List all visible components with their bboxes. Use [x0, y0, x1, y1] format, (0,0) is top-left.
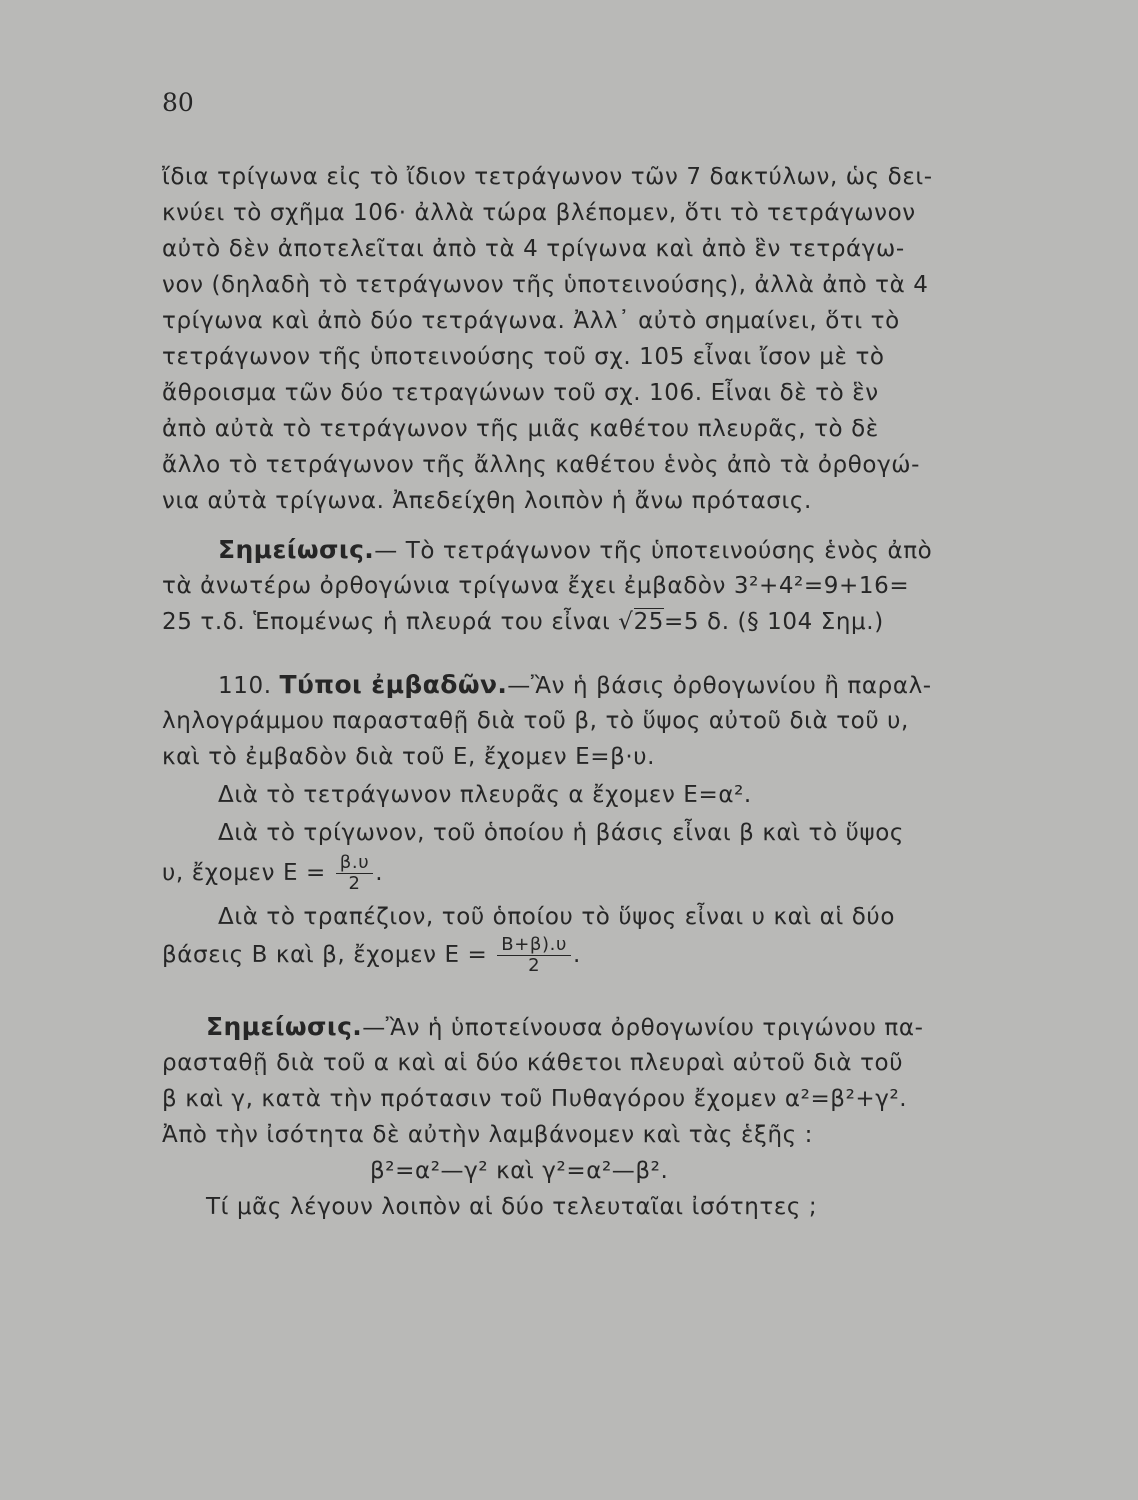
- fraction-numerator: Β+β).υ: [497, 935, 571, 956]
- formula-text: υ, ἔχομεν Ε =: [162, 860, 326, 886]
- text-line: ἴδια τρίγωνα εἰς τὸ ἴδιον τετράγωνον τῶν 7 δακτύλων, ὡς δει-: [162, 164, 933, 190]
- note-text: — Τὸ τετράγωνον τῆς ὑποτεινούσης ἑνὸς ἀπὸ: [374, 538, 933, 564]
- text-line: Διὰ τὸ τραπέζιον, τοῦ ὁποίου τὸ ὕψος εἶναι υ καὶ αἱ δύο: [218, 904, 895, 930]
- text-line: ληλογράμμου παρασταθῇ διὰ τοῦ β, τὸ ὕψος αὐτοῦ διὰ τοῦ υ,: [162, 708, 909, 734]
- text-line: κνύει τὸ σχῆμα 106· ἀλλὰ τώρα βλέπομεν, ὅτι τὸ τετράγωνον: [162, 200, 916, 226]
- sqrt-radicand: 25: [633, 609, 665, 635]
- fraction-denominator: 2: [348, 873, 361, 894]
- note-text: 25 τ.δ. Ἑπομένως ἡ πλευρά του εἶναι √: [162, 609, 634, 635]
- note-line: Ἀπὸ τὴν ἰσότητα δὲ αὐτὴν λαμβάνομεν καὶ τὰς ἑξῆς :: [162, 1122, 813, 1148]
- text-line: αὐτὸ δὲν ἀποτελεῖται ἀπὸ τὰ 4 τρίγωνα καὶ ἀπὸ ἓν τετράγω-: [162, 236, 905, 262]
- text-line: Διὰ τὸ τετράγωνον πλευρᾶς α ἔχομεν Ε=α².: [218, 782, 752, 808]
- note-text: =5 δ. (§ 104 Σημ.): [664, 609, 884, 635]
- note-line: τὰ ἀνωτέρω ὀρθογώνια τρίγωνα ἔχει ἐμβαδὸν 3²+4²=9+16=: [162, 573, 910, 599]
- note-line: [162, 607, 884, 637]
- text-line: τετράγωνον τῆς ὑποτεινούσης τοῦ σχ. 105 εἶναι ἴσον μὲ τὸ: [162, 344, 885, 370]
- fraction-denominator: 2: [528, 955, 541, 976]
- text-line: Διὰ τὸ τρίγωνον, τοῦ ὁποίου ἡ βάσις εἶναι β καὶ τὸ ὕψος: [218, 820, 905, 846]
- text-line: ἄλλο τὸ τετράγωνον τῆς ἄλλης καθέτου ἑνὸς ἀπὸ τὰ ὀρθογώ-: [162, 452, 921, 478]
- note-line: [206, 1012, 924, 1043]
- text-line: νον (δηλαδὴ τὸ τετράγωνον τῆς ὑποτεινούσης), ἀλλὰ ἀπὸ τὰ 4: [162, 272, 929, 298]
- note-line: Τί μᾶς λέγουν λοιπὸν αἱ δύο τελευταῖαι ἰσότητες ;: [206, 1194, 818, 1220]
- text-line: τρίγωνα καὶ ἀπὸ δύο τετράγωνα. Ἀλλ᾿ αὐτὸ σημαίνει, ὅτι τὸ: [162, 308, 900, 334]
- note-line: ρασταθῇ διὰ τοῦ α καὶ αἱ δύο κάθετοι πλευραὶ αὐτοῦ διὰ τοῦ: [162, 1050, 904, 1076]
- note-line: [218, 535, 932, 566]
- note-heading: Σημείωσις.: [206, 1012, 363, 1041]
- section-title: Τύποι ἐμβαδῶν.: [279, 670, 508, 699]
- text-line: νια αὐτὰ τρίγωνα. Ἀπεδείχθη λοιπὸν ἡ ἄνω πρότασις.: [162, 488, 812, 514]
- fraction-numerator: β.υ: [336, 853, 373, 874]
- section-heading-line: [218, 670, 932, 701]
- text-line: καὶ τὸ ἐμβαδὸν διὰ τοῦ Ε, ἔχομεν Ε=β·υ.: [162, 744, 656, 770]
- section-number: 110.: [218, 673, 272, 699]
- note-heading: Σημείωσις.: [218, 535, 375, 564]
- fraction: [336, 853, 373, 894]
- formula-line: β²=α²—γ² καὶ γ²=α²—β².: [370, 1158, 669, 1184]
- text-line: ἄθροισμα τῶν δύο τετραγώνων τοῦ σχ. 106. Εἶναι δὲ τὸ ἓν: [162, 380, 879, 406]
- formula-line: υ, ἔχομεν Ε = $\frac{\beta.\upsilon}{2}$ .: [162, 852, 384, 894]
- section-text: —Ἂν ἡ βάσις ὀρθογωνίου ἢ παραλ-: [507, 673, 932, 699]
- note-text: —Ἂν ἡ ὑποτείνουσα ὀρθογωνίου τριγώνου πα-: [362, 1015, 924, 1041]
- note-line: β καὶ γ, κατὰ τὴν πρότασιν τοῦ Πυθαγόρου ἔχομεν α²=β²+γ².: [162, 1086, 908, 1112]
- text-line: ἀπὸ αὐτὰ τὸ τετράγωνον τῆς μιᾶς καθέτου πλευρᾶς, τὸ δὲ: [162, 416, 879, 442]
- page-number: 80: [162, 88, 194, 117]
- formula-line: βάσεις Β καὶ β, ἔχομεν Ε = $\frac{B+\beta).\upsilon}{2}$ .: [162, 934, 581, 976]
- formula-text: βάσεις Β καὶ β, ἔχομεν Ε =: [162, 942, 488, 968]
- fraction: [497, 935, 571, 976]
